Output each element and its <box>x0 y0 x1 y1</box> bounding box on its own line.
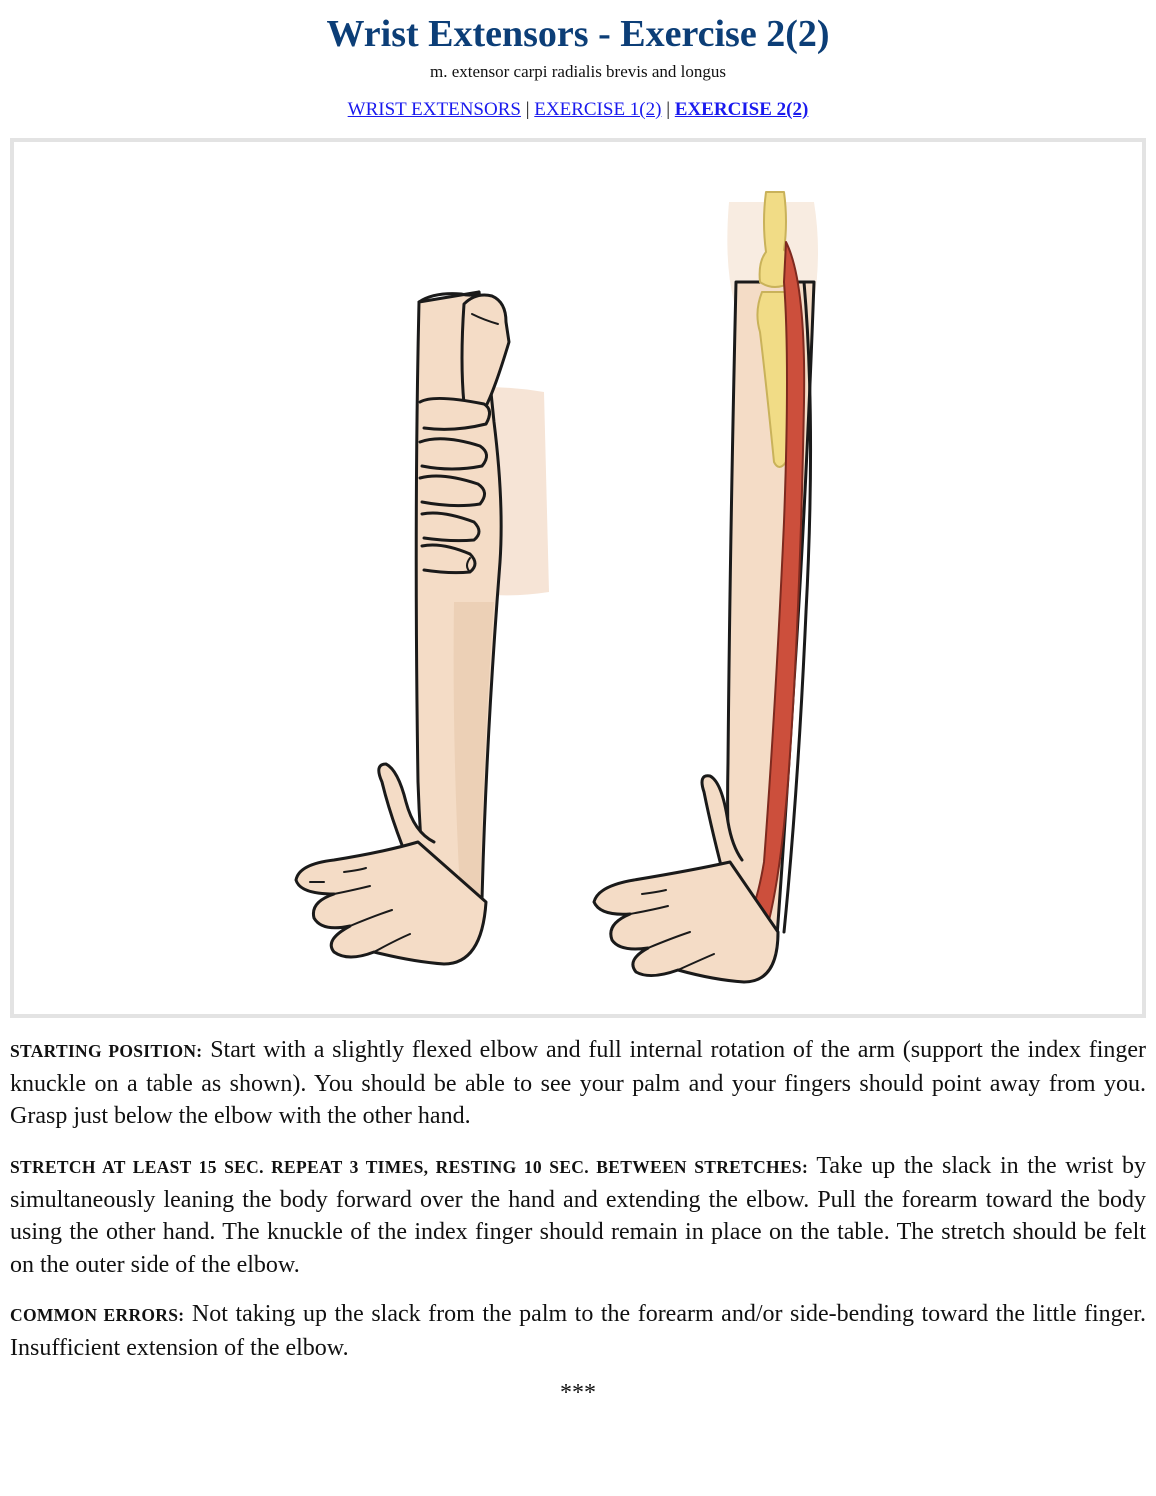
nav-separator: | <box>525 99 530 120</box>
exercise-illustration <box>10 138 1146 1018</box>
section-text: Start with a slightly flexed elbow and full internal rotation of the arm (support the index finger knuckle on a table as shown). You should be able to see your palm and your fingers should point away from you. Grasp just below the elbow with the other hand. <box>10 1037 1147 1129</box>
forearm-stretch-illustration <box>296 292 549 964</box>
section-lead: STARTING POSITION: <box>10 1041 203 1061</box>
section-lead: STRETCH AT LEAST 15 SEC. REPEAT 3 TIMES, RESTING 10 SEC. BETWEEN STRETCHES: <box>10 1157 809 1177</box>
nav-link-exercise-2[interactable]: EXERCISE 2(2) <box>674 99 809 120</box>
forearm-muscle-illustration <box>594 192 818 982</box>
section-stretch <box>10 1150 1146 1281</box>
nav-separator: | <box>666 99 671 120</box>
nav-link-exercise-1[interactable]: EXERCISE 1(2) <box>534 99 662 120</box>
section-starting-position <box>10 1034 1146 1133</box>
section-common-errors <box>10 1298 1146 1364</box>
end-marker: *** <box>560 1380 596 1406</box>
section-text: Take up the slack in the wrist by simultaneously leaning the body forward over the hand and extending the elbow. Pull the forearm toward the body using the other hand. The knuckle of the index finger should remain in place on the table. The stretch should be felt on the outer side of the elbow. <box>10 1153 1146 1278</box>
section-text: Not taking up the slack from the palm to the forearm and/or side-bending toward the little finger. Insufficient extension of the elbow. <box>10 1301 1146 1361</box>
nav-link-wrist-extensors[interactable]: WRIST EXTENSORS <box>347 99 521 120</box>
exercise-nav <box>0 99 1156 121</box>
page-title: Wrist Extensors - Exercise 2(2) <box>326 13 830 55</box>
section-lead: COMMON ERRORS: <box>10 1305 185 1325</box>
page-subtitle: m. extensor carpi radialis brevis and longus <box>429 62 726 81</box>
